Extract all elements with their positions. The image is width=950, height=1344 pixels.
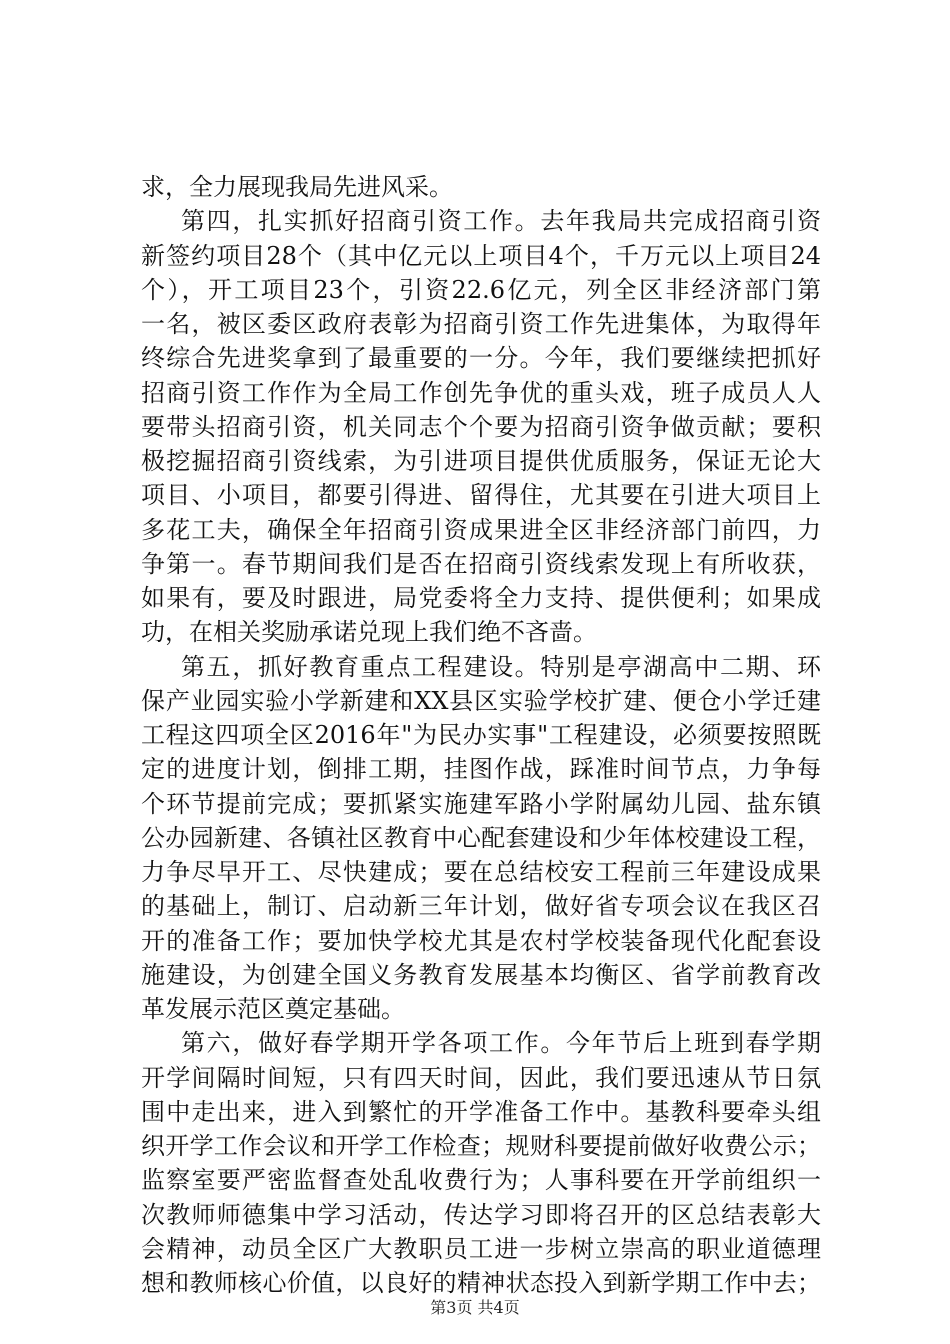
text-line: 第六，做好春学期开学各项工作。今年节后上班到春学期	[181, 1029, 821, 1058]
text-line: 围中走出来，进入到繁忙的开学准备工作中。基教科要牵头组	[141, 1097, 821, 1126]
text-line: 定的进度计划，倒排工期，挂图作战，踩准时间节点，力争每	[141, 755, 821, 784]
text-line: 工程这四项全区2016年"为民办实事"工程建设，必须要按照既	[141, 721, 821, 749]
text-line: 公办园新建、各镇社区教育中心配套建设和少年体校建设工程，	[141, 823, 821, 852]
text-line: 极挖掘招商引资线索，为引进项目提供优质服务，保证无论大	[141, 447, 821, 475]
document-body	[141, 170, 821, 1300]
text-line: 想和教师核心价值，以良好的精神状态投入到新学期工作中去；	[141, 1269, 821, 1297]
text-line: 保产业园实验小学新建和XX县区实验学校扩建、便仓小学迁建	[141, 686, 821, 715]
text-line: 监察室要严密监督查处乱收费行为；人事科要在开学前组织一	[141, 1166, 821, 1195]
text-line: 项目、小项目，都要引得进、留得住，尤其要在引进大项目上	[141, 481, 821, 510]
text-line: 功，在相关奖励承诺兑现上我们绝不吝啬。	[141, 618, 597, 647]
text-line: 如果有，要及时跟进，局党委将全力支持、提供便利；如果成	[141, 584, 821, 612]
text-line: 开学间隔时间短，只有四天时间，因此，我们要迅速从节日氛	[141, 1063, 821, 1092]
text-line: 新签约项目28个（其中亿元以上项目4个，千万元以上项目24	[141, 241, 821, 270]
text-line: 次教师师德集中学习活动，传达学习即将召开的区总结表彰大	[141, 1200, 821, 1229]
text-line: 争第一。春节期间我们是否在招商引资线索发现上有所收获，	[141, 549, 821, 578]
text-line: 第四，扎实抓好招商引资工作。去年我局共完成招商引资	[181, 207, 821, 236]
text-line: 个），开工项目23个，引资22.6亿元，列全区非经济部门第	[141, 275, 821, 304]
text-line: 多花工夫，确保全年招商引资成果进全区非经济部门前四，力	[141, 515, 821, 544]
text-line: 一名，被区委区政府表彰为招商引资工作先进集体，为取得年	[141, 310, 821, 338]
text-line: 个环节提前完成；要抓紧实施建军路小学附属幼儿园、盐东镇	[141, 789, 821, 818]
text-line: 要带头招商引资，机关同志个个要为招商引资争做贡献；要积	[141, 412, 821, 441]
text-line: 终综合先进奖拿到了最重要的一分。今年，我们要继续把抓好	[141, 344, 821, 373]
text-line: 招商引资工作作为全局工作创先争优的重头戏，班子成员人人	[141, 378, 821, 407]
text-line: 织开学工作会议和开学工作检查；规财科要提前做好收费公示；	[141, 1132, 821, 1160]
text-line: 的基础上，制订、启动新三年计划，做好省专项会议在我区召	[141, 892, 821, 921]
text-line: 第五，抓好教育重点工程建设。特别是亭湖高中二期、环	[181, 652, 821, 681]
page-footer: 第3页 共4页	[430, 1298, 520, 1317]
text-line: 求，全力展现我局先进风采。	[141, 173, 453, 201]
text-line: 力争尽早开工、尽快建成；要在总结校安工程前三年建设成果	[141, 858, 821, 886]
text-line: 施建设，为创建全国义务教育发展基本均衡区、省学前教育改	[141, 960, 821, 989]
text-line: 会精神，动员全区广大教职员工进一步树立崇高的职业道德理	[141, 1234, 821, 1263]
text-line: 开的准备工作；要加快学校尤其是农村学校装备现代化配套设	[141, 926, 821, 955]
text-line: 革发展示范区奠定基础。	[141, 995, 405, 1023]
